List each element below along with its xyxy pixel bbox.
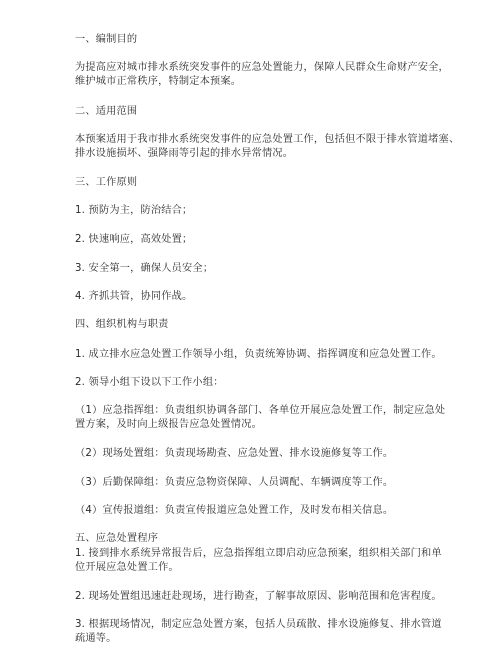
list-item: 1. 预防为主，防治结合；: [75, 205, 193, 216]
paragraph-line: 排水设施损坏、强降雨等引起的排水异常情况。: [75, 148, 294, 159]
heading-procedure: 五、应急处置程序: [75, 533, 159, 544]
heading-scope: 二、适用范围: [75, 106, 138, 117]
list-item: 2. 现场处置组迅速赶赴现场，进行勘查，了解事故原因、影响范围和危害程度。: [75, 591, 442, 602]
list-item: 1. 成立排水应急处置工作领导小组，负责统筹协调、指挥调度和应急处置工作。: [75, 349, 442, 360]
list-item: （4）宣传报道组：负责宣传报道应急处置工作，及时发布相关信息。: [75, 505, 394, 516]
heading-purpose: 一、编制目的: [75, 34, 138, 45]
list-item: （3）后勤保障组：负责应急物资保障、人员调配、车辆调度等工作。: [75, 477, 394, 488]
heading-principles: 三、工作原则: [75, 177, 138, 188]
list-item: （1）应急指挥组：负责组织协调各部门、各单位开展应急处置工作，制定应急处: [75, 405, 446, 416]
list-item: 1. 接到排水系统异常报告后，应急指挥组立即启动应急预案，组织相关部门和单: [75, 548, 442, 559]
paragraph-line: 位开展应急处置工作。: [75, 562, 179, 573]
paragraph-line: 本预案适用于我市排水系统突发事件的应急处置工作，包括但不限于排水管道堵塞、: [75, 134, 460, 145]
list-item: 4. 齐抓共管，协同作战。: [75, 291, 193, 302]
paragraph-line: 疏通等。: [75, 633, 117, 644]
paragraph-line: 维护城市正常秩序，特制定本预案。: [75, 76, 242, 87]
heading-organization: 四、组织机构与职责: [75, 319, 169, 330]
list-item: 3. 安全第一，确保人员安全；: [75, 263, 214, 274]
list-item: 2. 领导小组下设以下工作小组：: [75, 377, 224, 388]
paragraph-line: 置方案，及时向上级报告应急处置情况。: [75, 419, 262, 430]
paragraph-line: 为提高应对城市排水系统突发事件的应急处置能力，保障人民群众生命财产安全，: [75, 62, 449, 73]
list-item: 3. 根据现场情况，制定应急处置方案，包括人员疏散、排水设施修复、排水管道: [75, 619, 442, 630]
list-item: （2）现场处置组：负责现场勘查、应急处置、排水设施修复等工作。: [75, 448, 394, 459]
list-item: 2. 快速响应，高效处置；: [75, 234, 193, 245]
